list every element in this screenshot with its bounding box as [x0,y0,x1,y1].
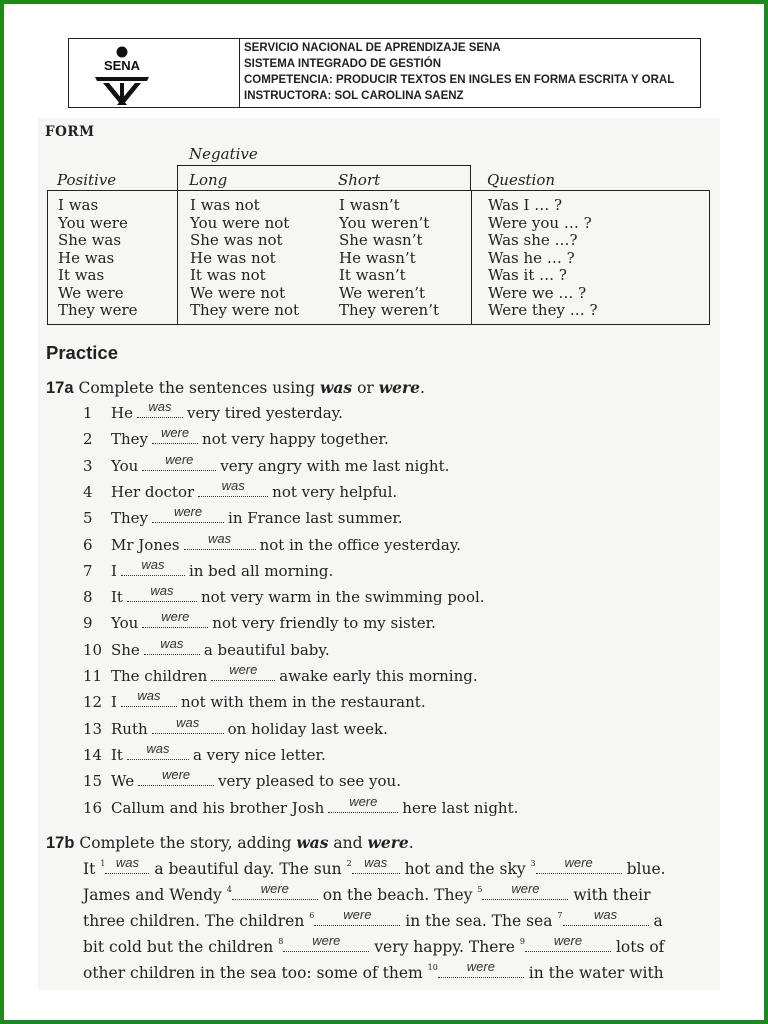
question-form: Were you … ? [488,213,592,232]
sena-logo-icon [89,43,155,105]
short-negative-form: They weren’t [339,301,440,319]
sentence-end: not very helpful. [272,482,398,501]
positive-form: He was [58,248,115,267]
sentence-item [111,635,330,659]
header-text-block [240,39,678,107]
answer-text: were [349,793,378,809]
negative-label: Negative [189,145,258,163]
long-negative-form: They were not [190,301,300,319]
item-number: 3 [83,456,93,475]
item-number: 14 [83,745,103,764]
item-number: 12 [83,693,103,712]
item-number: 10 [83,640,103,659]
answer-text: were [161,767,191,783]
story-text: hot and the sky [404,860,526,878]
gap-number: 2 [346,859,352,868]
answer-gap[interactable] [352,855,400,874]
sentence-start: They [111,509,149,528]
sentence-end: not with them in the restaurant. [180,693,426,712]
sentence-end: awake early this morning. [279,667,478,685]
answer-gap[interactable] [328,793,398,813]
story-line [83,959,664,982]
long-negative-column [190,197,299,320]
question-form: Was I … ? [488,196,563,214]
item-number: 9 [83,614,93,633]
item-number: 4 [83,482,93,501]
exercise-17b-instruction [46,833,414,853]
answer-gap[interactable] [105,855,149,874]
answer-gap[interactable] [482,881,568,900]
story-text: very happy. There [374,938,515,956]
answer-gap[interactable] [152,714,224,734]
positive-form: She was [58,231,122,249]
story-text: three children. The children [83,912,305,930]
answer-text: were [511,881,540,896]
story-line [83,855,666,878]
sentence-end: not very friendly to my sister. [212,614,436,633]
sentence-start: Callum and his brother Josh [111,798,325,817]
answer-gap[interactable] [152,504,224,523]
sentence-item [111,425,389,449]
instruction-end: . [420,379,425,397]
sentence-end: very pleased to see you. [218,772,401,791]
sentence-item [111,688,426,712]
sentence-item [111,556,334,580]
answer-text: was [141,556,165,572]
item-number: 13 [83,719,103,738]
gap-number: 4 [226,885,232,894]
long-negative-form: You were not [190,213,290,232]
instruction-text: or [357,379,374,397]
sentence-start: He [111,404,133,422]
sentence-item [111,477,398,501]
answer-gap[interactable] [142,451,216,471]
answer-text: were [229,662,258,677]
story-text: lots of [615,938,665,956]
answer-gap[interactable] [563,907,649,926]
answer-text: was [364,855,388,870]
instruction-text: and [333,834,363,852]
sentence-end: very tired yesterday. [186,404,343,422]
answer-text: was [146,740,170,756]
story-text: other children in the sea too: some of them [83,964,423,982]
answer-gap[interactable] [152,425,198,444]
answer-gap[interactable] [211,662,275,681]
sentence-end: in bed all morning. [188,561,334,580]
long-negative-form: I was not [190,196,260,214]
sentence-item [111,767,401,791]
story-text: bit cold but the children [83,938,274,956]
header-line-1: SERVICIO NACIONAL DE APRENDIZAJE SENA [244,42,501,54]
short-negative-form: She wasn’t [339,231,423,249]
instruction-text: Complete the story, adding [79,834,292,852]
header-line-3: COMPETENCIA: PRODUCIR TEXTOS EN INGLES EN FORMA ESCRITA Y ORAL [244,74,675,86]
story-text: James and Wendy [83,886,222,904]
sentence-start: It [111,588,123,607]
sentence-item [111,793,519,817]
item-number: 16 [83,798,103,817]
answer-gap[interactable] [283,933,369,952]
answer-text: was [208,530,232,546]
sentence-start: You [111,456,139,475]
item-number: 2 [83,430,93,449]
answer-gap[interactable] [127,740,189,760]
short-negative-form: We weren’t [339,283,426,302]
sentence-start: Her doctor [111,482,195,501]
answer-gap[interactable] [314,907,400,926]
long-negative-form: She was not [190,231,283,249]
answer-text: were [165,451,194,467]
table-divider [471,190,472,325]
sentence-end: here last night. [402,798,519,817]
sentence-item [111,451,450,475]
question-form: Was he … ? [488,248,575,267]
item-number: 6 [83,535,93,554]
sentence-start: We [111,772,135,791]
gap-number: 6 [309,911,315,920]
sentence-start: Ruth [111,719,148,738]
answer-text: were [160,425,190,441]
keyword: was [296,833,329,852]
answer-gap[interactable] [144,635,200,655]
sentence-start: Mr Jones [111,535,180,554]
positive-form: We were [58,283,124,302]
sena-logo [69,39,240,107]
question-form: Was she …? [488,231,578,249]
gap-number: 5 [477,885,483,894]
answer-gap[interactable] [137,399,183,418]
gap-number: 9 [519,937,526,946]
answer-text: were [260,881,289,896]
item-number: 7 [83,561,93,580]
gap-number: 1 [100,859,106,868]
short-negative-form: I wasn’t [339,196,400,214]
long-header: Long [189,171,228,189]
sentence-start: She [111,640,140,659]
short-negative-column [339,197,439,320]
positive-form: They were [58,301,138,319]
story-text: in the sea. The sea [405,912,553,930]
sentence-start: They [111,430,149,449]
short-negative-form: It wasn’t [339,266,406,284]
instruction-text: Complete the sentences using [78,379,316,397]
answer-text: was [176,714,200,730]
sentence-item [111,530,462,554]
item-number: 1 [83,404,93,422]
answer-gap[interactable] [184,530,256,550]
story-line [83,933,665,956]
answer-text: were [466,959,495,974]
answer-text: was [148,399,172,414]
answer-gap[interactable] [121,556,185,576]
positive-column [58,197,138,320]
answer-text: were [343,907,372,922]
answer-text: was [593,907,618,922]
gap-number: 7 [557,911,563,920]
exercise-17a-instruction [46,378,425,398]
item-number: 11 [83,667,103,685]
sentence-item [111,740,326,764]
story-text: a [653,912,663,930]
sentence-end: very angry with me last night. [220,456,450,475]
answer-text: were [553,933,583,948]
question-form: Was it … ? [488,266,567,284]
logo-text: SENA [103,58,141,73]
short-header: Short [338,171,381,189]
sentence-item [111,609,436,633]
sentence-item [111,662,478,685]
sentence-start: I [111,693,117,712]
answer-gap[interactable] [525,933,611,952]
answer-gap[interactable] [142,609,208,628]
instruction-end: . [408,834,414,852]
practice-title: Practice [46,342,118,363]
answer-text: were [564,855,593,870]
answer-text: was [150,583,174,599]
sentence-item [111,714,388,738]
item-number: 8 [83,588,93,607]
sentence-end: in France last summer. [228,509,403,528]
sentence-item [111,504,403,528]
answer-text: was [160,635,184,651]
exercise-number: 17b [46,834,75,852]
answer-text: were [312,933,341,948]
header-line-2: SISTEMA INTEGRADO DE GESTIÓN [244,58,442,70]
gap-number: 3 [530,859,536,868]
positive-form: You were [58,213,128,232]
short-negative-form: You weren’t [339,213,430,232]
form-label: FORM [45,124,95,140]
answer-gap[interactable] [536,855,622,874]
header-line-4: INSTRUCTORA: SOL CAROLINA SAENZ [244,90,464,102]
sentence-end: a beautiful baby. [203,640,330,659]
answer-text: was [137,688,161,704]
positive-form: I was [58,196,99,214]
gap-number: 8 [278,937,284,946]
positive-form: It was [58,266,105,284]
sentence-item [111,399,343,422]
answer-gap[interactable] [121,688,177,707]
answer-text: were [173,504,203,520]
long-negative-form: We were not [190,283,286,302]
table-divider [177,190,178,325]
answer-gap[interactable] [138,767,214,786]
long-negative-form: It was not [190,266,266,284]
story-text: a beautiful day. The sun [154,860,342,878]
sentence-end: a very nice letter. [192,745,326,764]
exercise-number: 17a [46,379,74,397]
sentence-item [111,583,485,607]
answer-gap[interactable] [438,959,524,978]
sentence-start: The children [111,667,208,685]
question-form: Were we … ? [488,283,587,302]
story-text: on the beach. They [322,886,473,904]
question-form: Were they … ? [488,301,598,319]
question-header: Question [487,171,556,189]
sentence-start: I [111,561,117,580]
answer-text: was [115,855,139,870]
answer-gap[interactable] [127,583,197,602]
story-text: in the water with [528,964,664,982]
answer-text: was [221,477,245,493]
keyword: was [320,378,353,397]
sentence-end: not very warm in the swimming pool. [200,588,485,607]
item-number: 15 [83,772,103,791]
long-negative-form: He was not [190,248,276,267]
sentence-start: You [111,614,139,633]
story-text: blue. [626,860,666,878]
positive-header: Positive [57,171,117,189]
gap-number: 10 [427,963,438,972]
keyword: were [378,378,421,397]
answer-gap[interactable] [198,477,268,497]
short-negative-form: He wasn’t [339,248,416,267]
story-text: It [83,860,96,878]
sentence-end: on holiday last week. [227,719,388,738]
story-text: with their [573,886,651,904]
document-header [68,38,701,108]
answer-text: were [161,609,190,625]
sentence-start: It [111,745,123,764]
answer-gap[interactable] [232,881,318,900]
story-line [83,881,651,904]
sentence-end: not very happy together. [202,430,389,449]
item-number: 5 [83,509,93,528]
story-line [83,907,663,930]
question-column [488,197,598,320]
sentence-end: not in the office yesterday. [259,535,462,554]
keyword: were [367,833,409,852]
